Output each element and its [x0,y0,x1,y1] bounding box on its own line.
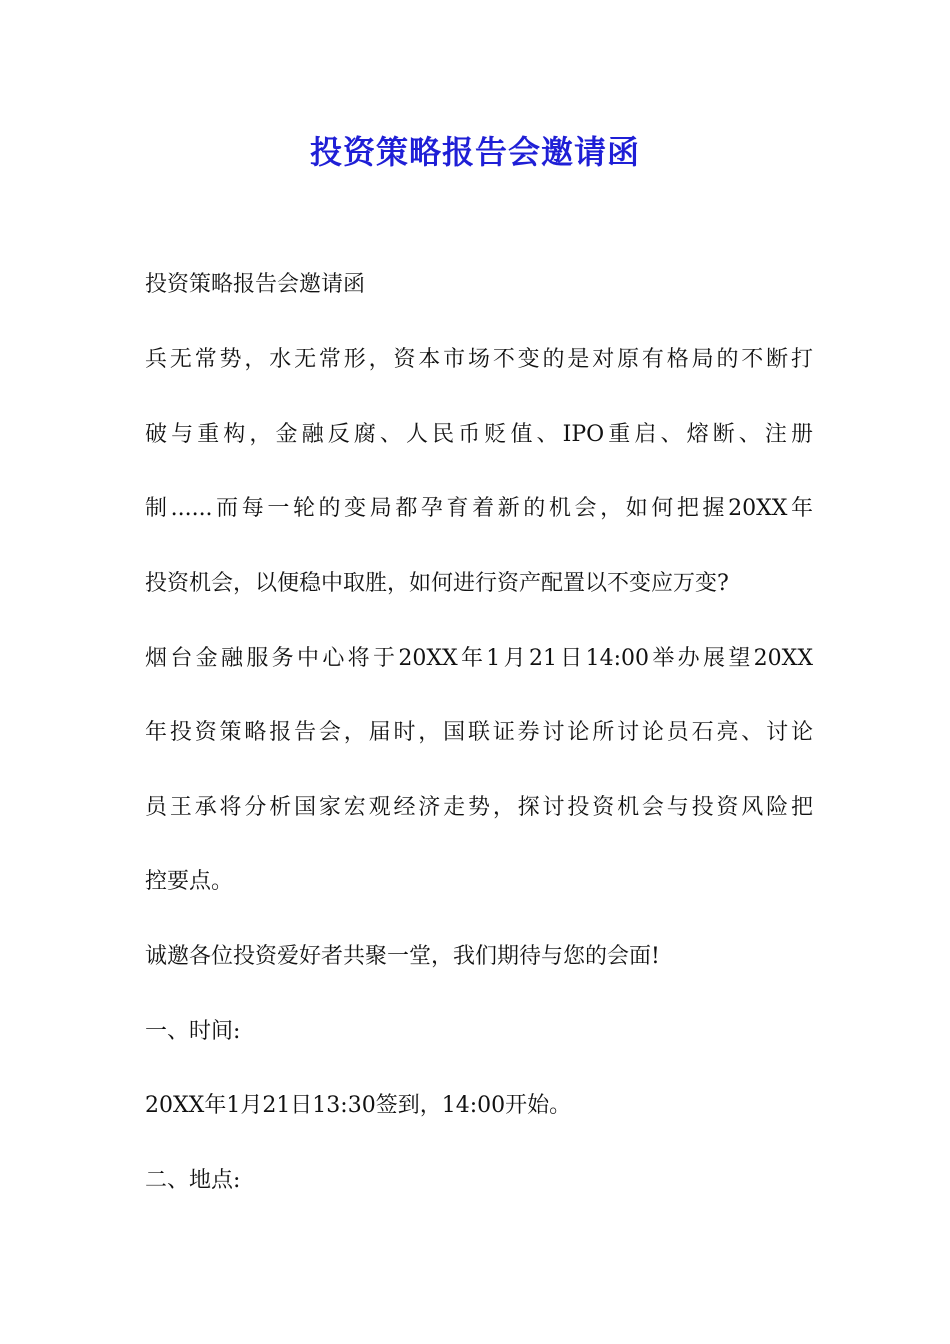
paragraph-line: 员王承将分析国家宏观经济走势，探讨投资机会与投资风险把 [145,795,813,820]
paragraph-line: 破与重构，金融反腐、人民币贬值、IPO重启、熔断、注册 [145,422,813,447]
document-heading: 投资策略报告会邀请函 [145,272,366,297]
paragraph-line: 投资机会，以便稳中取胜，如何进行资产配置以不变应万变? [145,571,729,596]
paragraph-line: 年投资策略报告会，届时，国联证券讨论所讨论员石亮、讨论 [145,720,813,745]
paragraph-line: 兵无常势，水无常形，资本市场不变的是对原有格局的不断打 [145,347,813,372]
paragraph-line: 制......而每一轮的变局都孕育着新的机会，如何把握20XX年 [145,496,813,521]
paragraph-line: 控要点。 [145,869,234,894]
section-place-heading: 二、地点: [145,1168,241,1193]
section-time-value: 20XX年1月21日13:30签到，14:00开始。 [145,1093,572,1118]
paragraph-line: 烟台金融服务中心将于20XX年1月21日14:00举办展望20XX [145,646,813,671]
document-title: 投资策略报告会邀请函 [309,133,640,171]
invitation-text: 诚邀各位投资爱好者共聚一堂，我们期待与您的会面! [145,944,660,969]
section-time-heading: 一、时间: [145,1019,241,1044]
